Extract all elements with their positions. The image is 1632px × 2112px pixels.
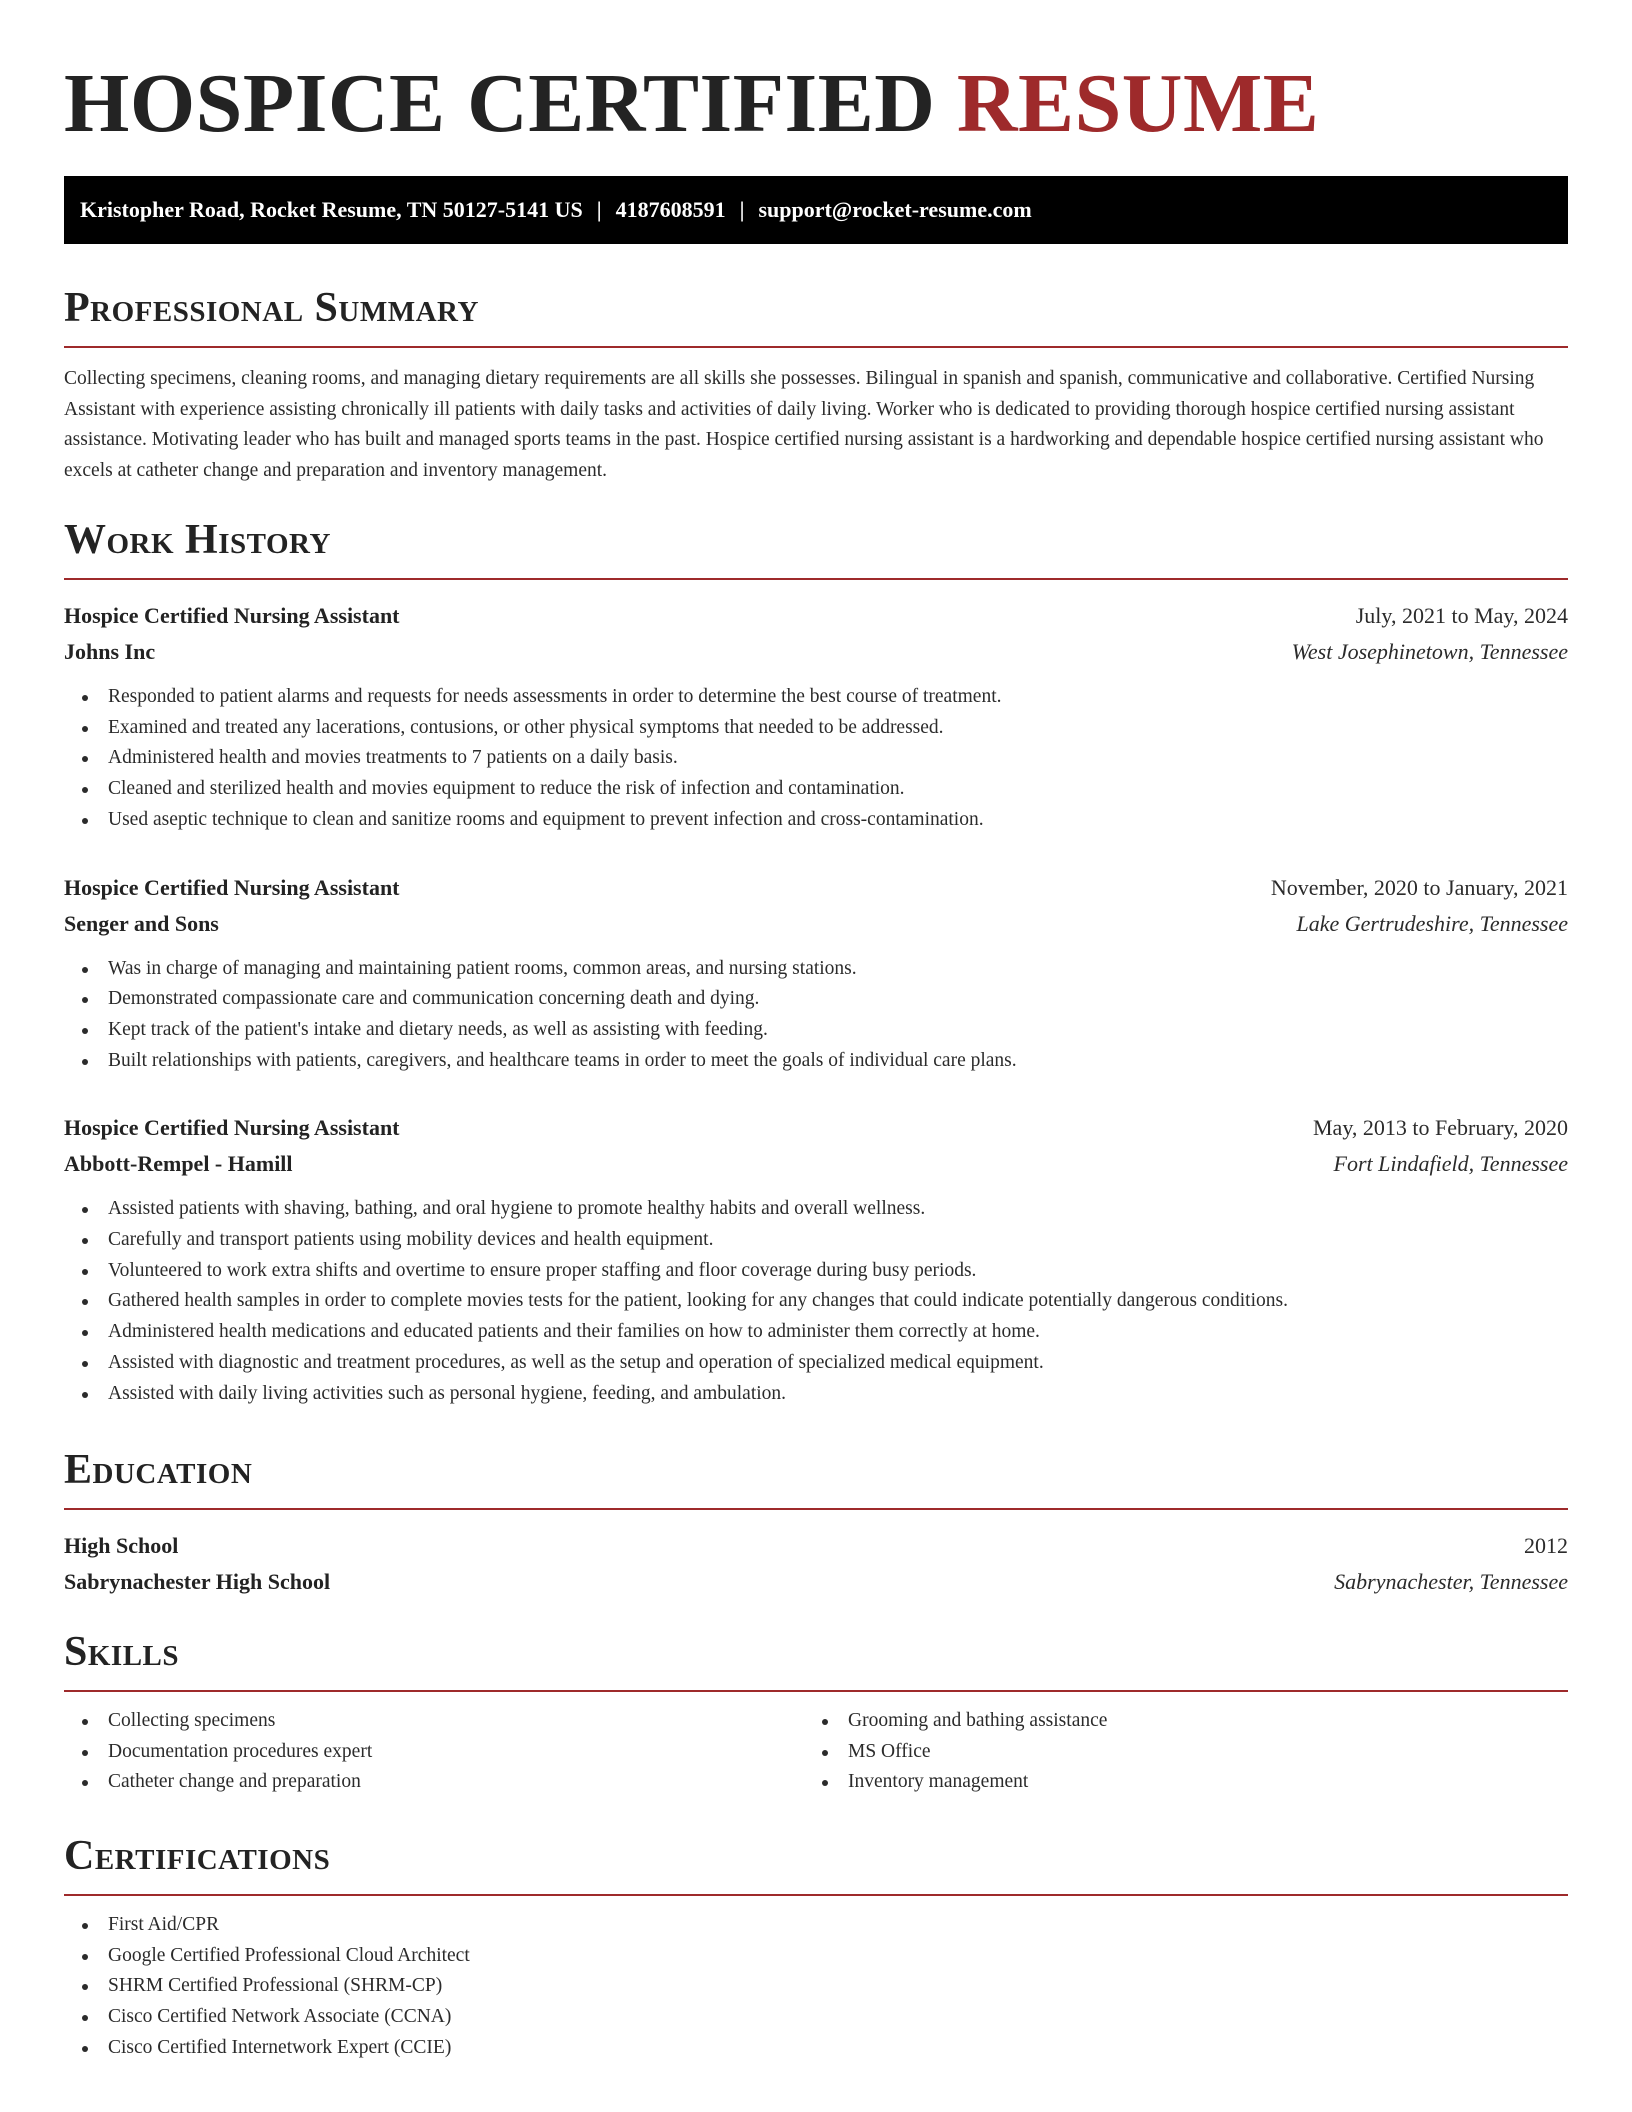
job-location: Fort Lindafield, Tennessee <box>1333 1151 1568 1177</box>
education-year: 2012 <box>1524 1533 1568 1558</box>
job-location: West Josephinetown, Tennessee <box>1291 639 1568 664</box>
job-title: Hospice Certified Nursing Assistant <box>64 874 400 900</box>
list-item: Assisted patients with shaving, bathing, and oral hygiene to promote healthy habits and overall wellness. <box>64 1194 1568 1225</box>
work-history-section <box>64 514 1568 1409</box>
list-item: Assisted with diagnostic and treatment procedures, as well as the setup and operation of specialized medical equipment. <box>64 1348 1568 1379</box>
education-entry <box>64 1528 1568 1600</box>
list-item: Demonstrated compassionate care and communication concerning death and dying. <box>64 984 1568 1015</box>
certifications-list <box>64 1910 1568 2064</box>
education-section <box>64 1444 1568 1600</box>
list-item: SHRM Certified Professional (SHRM-CP) <box>64 1971 1568 2002</box>
section-heading: Professional Summary <box>64 282 1568 348</box>
certifications-section <box>64 1830 1568 2064</box>
section-heading: Certifications <box>64 1830 1568 1896</box>
list-item: Collecting specimens <box>64 1706 804 1737</box>
section-heading: Skills <box>64 1626 1568 1692</box>
resume-title <box>64 58 1319 150</box>
contact-separator: | <box>596 197 602 222</box>
list-item: First Aid/CPR <box>64 1910 1568 1941</box>
skills-list-left <box>64 1706 804 1798</box>
job-bullets <box>64 1194 1568 1409</box>
list-item: Google Certified Professional Cloud Architect <box>64 1941 1568 1972</box>
list-item: Examined and treated any lacerations, contusions, or other physical symptoms that needed to be addressed. <box>64 713 1568 744</box>
job-title: Hospice Certified Nursing Assistant <box>64 603 400 628</box>
list-item: Grooming and bathing assistance <box>804 1706 1544 1737</box>
summary-section <box>64 282 1568 486</box>
contact-bar <box>64 176 1568 244</box>
list-item: Cleaned and sterilized health and movies equipment to reduce the risk of infection and contamination. <box>64 774 1568 805</box>
list-item: Assisted with daily living activities such as personal hygiene, feeding, and ambulation. <box>64 1379 1568 1410</box>
job-dates: July, 2021 to May, 2024 <box>1355 603 1568 628</box>
list-item: Gathered health samples in order to complete movies tests for the patient, looking for any changes that could indicate potentially dangerous conditions. <box>64 1286 1568 1317</box>
list-item: MS Office <box>804 1737 1544 1768</box>
job-company: Abbott-Rempel - Hamill <box>64 1151 293 1177</box>
job-bullets <box>64 954 1568 1077</box>
list-item: Used aseptic technique to clean and sanitize rooms and equipment to prevent infection and cross-contamination. <box>64 805 1568 836</box>
job-company: Johns Inc <box>64 639 156 664</box>
job-bullets <box>64 682 1568 836</box>
education-degree: High School <box>64 1533 179 1558</box>
list-item: Cisco Certified Internetwork Expert (CCIE) <box>64 2033 1568 2064</box>
education-location: Sabrynachester, Tennessee <box>1334 1569 1568 1594</box>
job-company: Senger and Sons <box>64 910 219 936</box>
job-title: Hospice Certified Nursing Assistant <box>64 1115 400 1141</box>
education-school: Sabrynachester High School <box>64 1569 331 1594</box>
title-part-1: HOSPICE CERTIFIED <box>64 57 936 150</box>
list-item: Administered health and movies treatments to 7 patients on a daily basis. <box>64 743 1568 774</box>
list-item: Was in charge of managing and maintaining patient rooms, common areas, and nursing stations. <box>64 954 1568 985</box>
contact-separator: | <box>739 197 745 222</box>
list-item: Catheter change and preparation <box>64 1767 804 1798</box>
job-dates: November, 2020 to January, 2021 <box>1270 874 1568 900</box>
list-item: Inventory management <box>804 1767 1544 1798</box>
section-heading: Work History <box>64 514 1568 580</box>
list-item: Kept track of the patient's intake and dietary needs, as well as assisting with feeding. <box>64 1015 1568 1046</box>
list-item: Documentation procedures expert <box>64 1737 804 1768</box>
skills-list-right <box>804 1706 1544 1798</box>
title-part-2: RESUME <box>956 57 1320 150</box>
job-dates: May, 2013 to February, 2020 <box>1313 1115 1568 1141</box>
skills-section <box>64 1626 1568 1798</box>
list-item: Cisco Certified Network Associate (CCNA) <box>64 2002 1568 2033</box>
contact-phone[interactable]: 4187608591 <box>615 197 726 222</box>
skills-columns <box>64 1706 1568 1798</box>
job-entry <box>64 598 1568 836</box>
list-item: Responded to patient alarms and requests for needs assessments in order to determine the best course of treatment. <box>64 682 1568 713</box>
job-entry <box>64 870 1568 1077</box>
list-item: Built relationships with patients, caregivers, and healthcare teams in order to meet the goals of individual care plans. <box>64 1046 1568 1077</box>
list-item: Carefully and transport patients using mobility devices and health equipment. <box>64 1225 1568 1256</box>
list-item: Administered health medications and educated patients and their families on how to administer them correctly at home. <box>64 1317 1568 1348</box>
section-heading: Education <box>64 1444 1568 1510</box>
contact-email[interactable]: support@rocket-resume.com <box>758 197 1032 222</box>
list-item: Volunteered to work extra shifts and overtime to ensure proper staffing and floor coverage during busy periods. <box>64 1256 1568 1287</box>
job-entry <box>64 1110 1568 1409</box>
summary-text: Collecting specimens, cleaning rooms, and managing dietary requirements are all skills she possesses. Bilingual in spanish and spanish, communicative and collaborative. Certified Nursing Assistant with experience assisting chronically ill patients with daily tasks and activities of daily living. Worker who is dedicated to providing thorough hospice certified nursing assistant assistance. Motivating leader who has built and managed sports teams in the past. Hospice certified nursing assistant is a hardworking and dependable hospice certified nursing assistant who excels at catheter change and preparation and inventory management. <box>64 368 1544 481</box>
job-location: Lake Gertrudeshire, Tennessee <box>1296 910 1568 936</box>
contact-address: Kristopher Road, Rocket Resume, TN 50127-5141 US <box>80 197 583 222</box>
